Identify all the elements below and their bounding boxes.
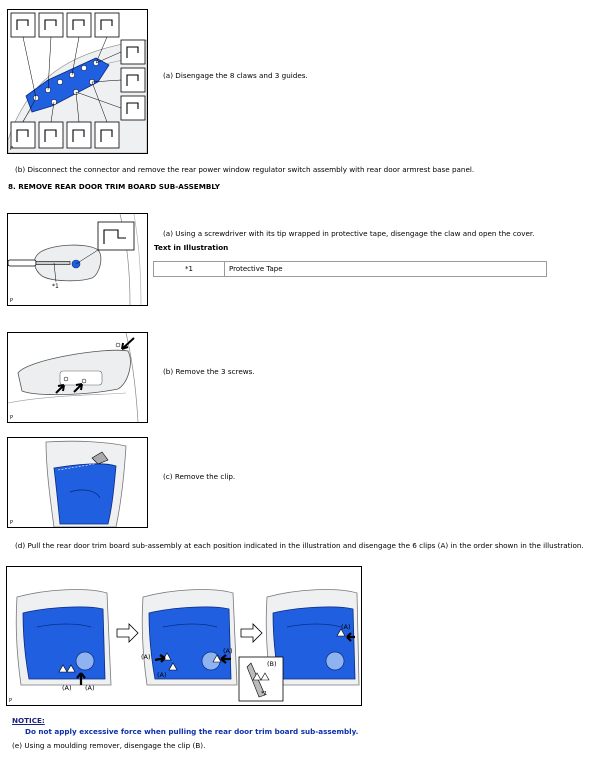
step-disconnect-connector: (b) Disconnect the connector and remove the rear power window regulator switch assembly with rear door armrest base panel. [15,165,475,174]
notice-title: NOTICE: [12,716,45,725]
clip-illustration [8,438,147,527]
figure-corner-mark: P [9,698,13,704]
figure-clip-sequence [6,566,362,706]
step-remove-clip: (c) Remove the clip. [163,472,236,481]
callout-1: *1 [52,283,59,290]
cover-illustration [8,214,147,305]
clip-b-label: (B) [267,660,277,668]
claws-illustration [8,10,147,153]
figure-remove-screws [7,332,148,423]
table-row [154,262,547,277]
figure-remove-clip [7,437,148,528]
figure-corner-mark: P [10,146,14,152]
clip-a-label: (A) [62,684,72,692]
clip-a-label: (A) [157,671,167,679]
text-in-illustration-heading: Text in Illustration [154,243,229,252]
clip-a-label: (A) [341,623,351,631]
step-open-cover: (a) Using a screwdriver with its tip wrapped in protective tape, disengage the claw and open the cover. [163,229,535,238]
figure-corner-mark: P [10,520,14,526]
step-moulding-remover: (e) Using a moulding remover, disengage the clip (B). [12,741,206,750]
callout-cell: *1 [154,262,225,277]
clip-a-label: (A) [141,653,151,661]
description-cell: Protective Tape [225,262,547,277]
notice-body: Do not apply excessive force when pulling the rear door trim board sub-assembly. [25,727,359,736]
step-pull-trim-board: (d) Pull the rear door trim board sub-assembly at each position indicated in the illustration and disengage the 6 clips (A) in the order shown in the illustration. [15,541,584,550]
clip-sequence-illustration [7,567,361,705]
clip-a-label: (A) [85,684,95,692]
figure-corner-mark: P [10,415,14,421]
illustration-legend-table [153,261,547,277]
step-disengage-claws: (a) Disengage the 8 claws and 3 guides. [163,71,308,80]
screws-illustration [8,333,147,422]
figure-corner-mark: P [10,298,14,304]
clip-a-label: (A) [223,647,233,655]
figure-open-cover [7,213,148,306]
figure-claws-guides [7,9,148,154]
callout-1: *1 [261,691,268,697]
section-heading: 8. REMOVE REAR DOOR TRIM BOARD SUB-ASSEMBLY [8,182,220,191]
step-remove-screws: (b) Remove the 3 screws. [163,367,255,376]
